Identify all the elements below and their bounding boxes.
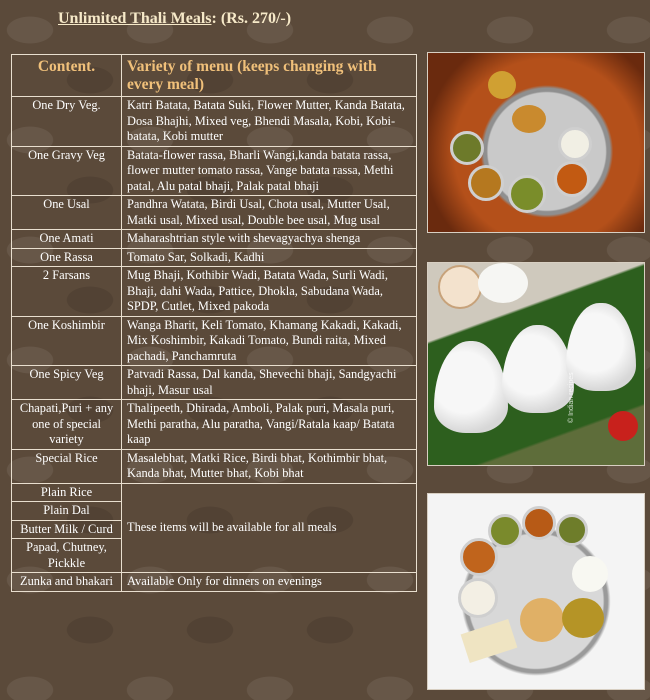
thali-plate-image [427, 52, 645, 233]
table-row [12, 196, 417, 230]
title-main: Unlimited Thali Meals [58, 10, 212, 27]
row-content: 2 Farsans [12, 267, 122, 317]
row-content: Special Rice [12, 449, 122, 483]
all-meals-note: These items will be available for all meals [122, 483, 417, 573]
row-content: Papad, Chutney, Pickkle [12, 539, 122, 573]
header-variety: Variety of menu (keeps changing with every meal) [122, 55, 417, 97]
row-content: One Koshimbir [12, 316, 122, 366]
row-content: One Amati [12, 230, 122, 249]
page-title [58, 10, 291, 28]
row-variety: Tomato Sar, Solkadi, Kadhi [122, 248, 417, 267]
table-header-row [12, 55, 417, 97]
row-variety: Wanga Bharit, Keli Tomato, Khamang Kakadi, Kakadi, Mix Koshimbir, Kakadi Tomato, Bundi raita, Mixed pachadi, Panchamruta [122, 316, 417, 366]
row-variety: Katri Batata, Batata Suki, Flower Mutter, Kanda Batata, Dosa Bhajhi, Mixed veg, Bhendi Masala, Kobi, Kobi-batata, Kobi mutter [122, 97, 417, 147]
row-variety: Pandhra Watata, Birdi Usal, Chota usal, Mutter Usal, Matki usal, Mixed usal, Double bee usal, Mug usal [122, 196, 417, 230]
table-row [12, 146, 417, 196]
table-row [12, 316, 417, 366]
row-variety: Masalebhat, Matki Rice, Birdi bhat, Kothimbir bhat, Kanda bhat, Mutter bhat, Kobi bhat [122, 449, 417, 483]
thali-plate-image [427, 493, 645, 690]
title-price: : (Rs. 270/-) [211, 10, 292, 27]
row-content: Plain Rice [12, 483, 122, 502]
row-content: One Dry Veg. [12, 97, 122, 147]
table-row [12, 97, 417, 147]
table-row [12, 248, 417, 267]
row-content: One Gravy Veg [12, 146, 122, 196]
table-row [12, 449, 417, 483]
table-row [12, 230, 417, 249]
row-variety: Available Only for dinners on evenings [122, 573, 417, 592]
row-content: One Spicy Veg [12, 366, 122, 400]
table-row [12, 267, 417, 317]
row-variety: Thalipeeth, Dhirada, Amboli, Palak puri, Masala puri, Methi paratha, Alu paratha, Vangi/Ratala kaap/ Batata kaap [122, 400, 417, 450]
row-content: Plain Dal [12, 502, 122, 521]
row-variety: Mug Bhaji, Kothibir Wadi, Batata Wada, Surli Wadi, Bhaji, dahi Wada, Pattice, Dhokla, Sabudana Wada, SPDP, Cutlet, Mixed pakoda [122, 267, 417, 317]
row-content: Zunka and bhakari [12, 573, 122, 592]
table-row [12, 573, 417, 592]
header-content: Content. [12, 55, 122, 97]
photo-watermark: © Indian recipes [568, 372, 575, 423]
table-row [12, 400, 417, 450]
row-variety: Batata-flower rassa, Bharli Wangi,kanda batata rassa, flower mutter tomato rassa, Vange batata rassa, Methi patal, Alu patal bhaji, Palak patal bhaji [122, 146, 417, 196]
row-variety: Maharashtrian style with shevagyachya shenga [122, 230, 417, 249]
row-variety: Patvadi Rassa, Dal kanda, Shevechi bhaji, Sandgyachi bhaji, Masur usal [122, 366, 417, 400]
menu-table [11, 54, 417, 592]
row-content: Butter Milk / Curd [12, 520, 122, 539]
modak-image [427, 262, 645, 466]
row-content: One Usal [12, 196, 122, 230]
row-content: One Rassa [12, 248, 122, 267]
row-content: Chapati,Puri + any one of special variety [12, 400, 122, 450]
table-row [12, 366, 417, 400]
table-row [12, 483, 417, 502]
